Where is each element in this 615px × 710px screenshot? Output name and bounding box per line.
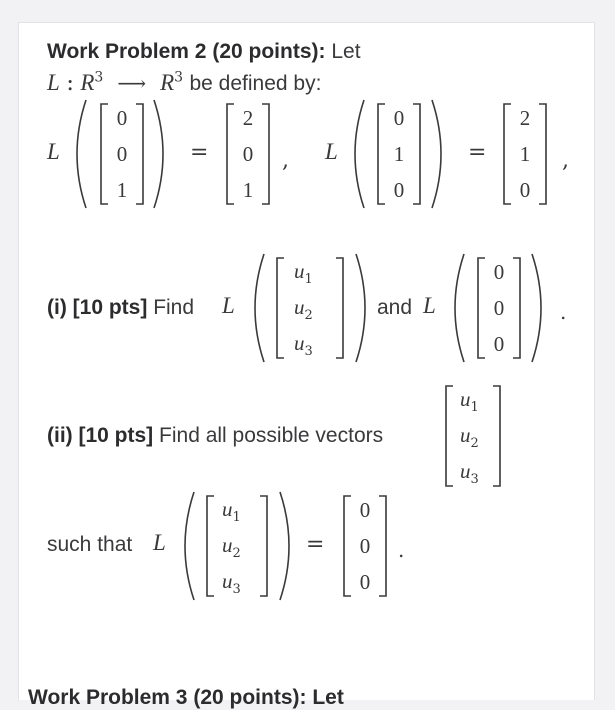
part-ii-period: . xyxy=(398,538,405,562)
img2-entry-1: 2 xyxy=(519,106,531,130)
codomain-R: R xyxy=(160,70,175,95)
such-that-text: such that xyxy=(47,533,133,556)
equals-sign-1: = xyxy=(190,140,209,165)
L-symbol-1: L xyxy=(47,139,60,164)
part-ii-zero-2: 0 xyxy=(359,534,371,558)
img1-entry-3: 1 xyxy=(242,178,254,202)
problem-heading xyxy=(47,40,361,64)
maps-to-arrow-icon: ⟶ xyxy=(117,71,147,95)
part-i-label: (i) [10 pts] xyxy=(47,296,148,319)
part-ii-zero-3: 0 xyxy=(359,570,371,594)
part-ii-equals: = xyxy=(306,532,325,557)
L-symbol-2: L xyxy=(325,139,338,164)
problem-title: Work Problem 2 (20 points): xyxy=(47,40,326,63)
img1-entry-1: 2 xyxy=(242,106,254,130)
part-ii-u2: $u_2$ xyxy=(460,423,479,452)
part-i-L-2: L xyxy=(423,293,436,318)
img1-entry-2: 0 xyxy=(242,142,254,166)
part-i-L-1: L xyxy=(222,293,235,318)
part-i-period: . xyxy=(560,300,567,324)
domain-R: R xyxy=(80,70,95,95)
v1-entry-3: 1 xyxy=(116,178,128,202)
part-ii-eq-u1: $u_1$ xyxy=(222,497,241,526)
img2-entry-2: 1 xyxy=(519,142,531,166)
part-ii-zero-1: 0 xyxy=(359,498,371,522)
v2-entry-1: 0 xyxy=(393,106,405,130)
part-i-u3: $u_3$ xyxy=(294,331,313,360)
part-ii-u1: $u_1$ xyxy=(460,387,479,416)
equals-sign-2: = xyxy=(468,140,487,165)
part-ii-text: Find all possible vectors xyxy=(159,424,384,447)
v1-entry-1: 0 xyxy=(116,106,128,130)
comma-1: , xyxy=(282,148,289,173)
map-symbol-L: L xyxy=(47,70,60,95)
let-word: Let xyxy=(331,40,361,63)
next-problem-heading: Work Problem 3 (20 points): Let xyxy=(28,686,344,709)
domain-exponent: 3 xyxy=(94,69,104,86)
comma-2: , xyxy=(562,148,569,173)
part-i-zero-3: 0 xyxy=(493,332,505,356)
part-i-u1: $u_1$ xyxy=(294,259,313,288)
part-i-u2: $u_2$ xyxy=(294,295,313,324)
part-ii-u3: $u_3$ xyxy=(460,459,479,488)
img2-entry-3: 0 xyxy=(519,178,531,202)
defined-by-text: be defined by: xyxy=(189,72,322,95)
part-ii-eq-u2: $u_2$ xyxy=(222,533,241,562)
part-ii-prompt xyxy=(47,424,383,448)
part-i-prompt xyxy=(47,296,194,320)
codomain-exponent: 3 xyxy=(174,69,184,86)
v2-entry-2: 1 xyxy=(393,142,405,166)
part-i-and: and xyxy=(377,296,413,319)
v1-entry-2: 0 xyxy=(116,142,128,166)
part-i-zero-1: 0 xyxy=(493,260,505,284)
part-ii-eq-u3: $u_3$ xyxy=(222,569,241,598)
part-ii-L: L xyxy=(153,530,166,555)
map-colon: : xyxy=(66,70,74,96)
part-i-find: Find xyxy=(153,296,195,319)
v2-entry-3: 0 xyxy=(393,178,405,202)
part-i-zero-2: 0 xyxy=(493,296,505,320)
map-definition xyxy=(47,69,321,96)
part-ii-label: (ii) [10 pts] xyxy=(47,424,154,447)
